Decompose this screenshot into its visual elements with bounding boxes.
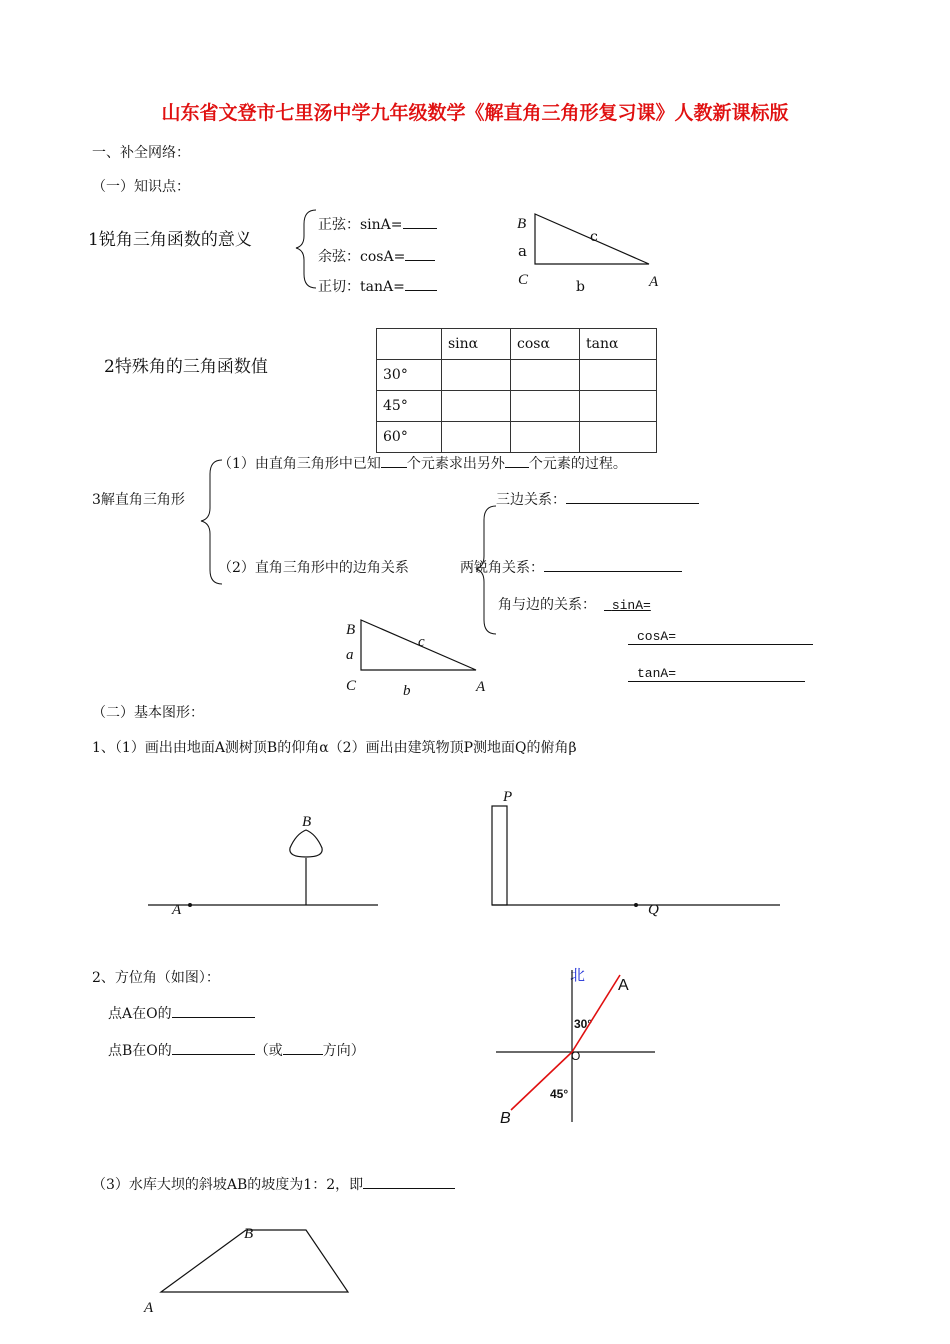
angle-30-label: 30° [574, 1017, 593, 1031]
dam-label-B: B [244, 1226, 254, 1242]
question-bearing: 2、方位角（如图）： [92, 970, 220, 986]
dam-trapezoid [161, 1230, 348, 1292]
acute-angle-relation: 两锐角关系： [460, 557, 682, 577]
point-A-dot [188, 903, 192, 907]
table-row-angle: 60° [377, 422, 442, 453]
tri1-label-A: A [649, 274, 659, 290]
table-row-angle: 45° [377, 391, 442, 422]
question-slope: （3）水库大坝的斜坡AB的坡度为1：2，即 [92, 1174, 455, 1194]
edge-angle-relation: （2）直角三角形中的边角关系 [218, 560, 409, 576]
tri1-label-B: B [517, 216, 527, 232]
triangle-1 [535, 214, 649, 264]
solve-definition: （1）由直角三角形中已知 个元素求出另外 个元素的过程。 [218, 453, 627, 473]
section-heading-network: 一、补全网络： [92, 145, 190, 161]
tri1-label-b: b [576, 279, 585, 295]
ground-label-Q: Q [648, 902, 659, 918]
triangle-2 [361, 620, 476, 670]
tri2-label-c: c [418, 634, 425, 650]
cosA-formula: cosA= [628, 628, 813, 645]
compass-north-label: 北 [570, 967, 586, 984]
compass-label-B: B [500, 1110, 511, 1127]
item3-inner-brace [476, 506, 496, 634]
side-relation: 三边关系： [496, 489, 699, 509]
item3-label: 3解直角三角形 [92, 492, 185, 508]
bearing-line-A [572, 975, 620, 1052]
bearing-line-B [511, 1052, 572, 1110]
tri1-label-a: a [518, 242, 527, 260]
compass-origin-O: O [571, 1049, 581, 1063]
tri2-label-A: A [476, 679, 486, 695]
section-heading-basic-figures: （二）基本图形： [92, 705, 204, 721]
building [492, 806, 507, 905]
tri1-label-c: c [590, 229, 598, 245]
angle-45-label: 45° [550, 1087, 569, 1101]
tanA-formula: tanA= [628, 665, 805, 682]
tree-label-B: B [302, 814, 312, 830]
tri2-label-C: C [346, 678, 357, 694]
question-elevation-depression: 1、（1）画出由地面A测树顶B的仰角α（2）画出由建筑物顶P测地面Q的俯角β [92, 740, 577, 756]
table-header-cell: cosα [511, 329, 580, 360]
bearing-point-B: 点B在O的 （或 方向） [108, 1040, 365, 1060]
dam-label-A: A [144, 1300, 154, 1316]
ground-label-A: A [172, 902, 182, 918]
sin-definition: 正弦：sinA= [318, 214, 437, 234]
item3-outer-brace [201, 460, 222, 584]
tan-definition: 正切：tanA= [318, 276, 437, 296]
table-header-cell: tanα [580, 329, 657, 360]
document-title: 山东省文登市七里汤中学九年级数学《解直角三角形复习课》人教新课标版 [161, 102, 789, 124]
table-row-angle: 30° [377, 360, 442, 391]
bearing-point-A: 点A在O的 [108, 1003, 255, 1023]
item1-brace [296, 210, 316, 288]
building-label-P: P [503, 789, 513, 805]
cos-definition: 余弦：cosA= [318, 246, 435, 266]
tri1-label-C: C [518, 272, 529, 288]
item2-label: 2特殊角的三角函数值 [104, 357, 268, 377]
compass-label-A: A [618, 977, 629, 994]
tri2-label-B: B [346, 622, 356, 638]
sinA-formula: sinA= [611, 598, 651, 613]
table-header-cell: sinα [442, 329, 511, 360]
item1-label: 1锐角三角函数的意义 [88, 230, 252, 250]
subsection-knowledge: （一）知识点： [92, 179, 190, 195]
point-Q-dot [634, 903, 638, 907]
tri2-label-b: b [403, 683, 411, 699]
angle-side-relation: 角与边的关系： sinA= [498, 597, 651, 613]
tree-crown [290, 830, 322, 857]
tri2-label-a: a [346, 647, 354, 663]
